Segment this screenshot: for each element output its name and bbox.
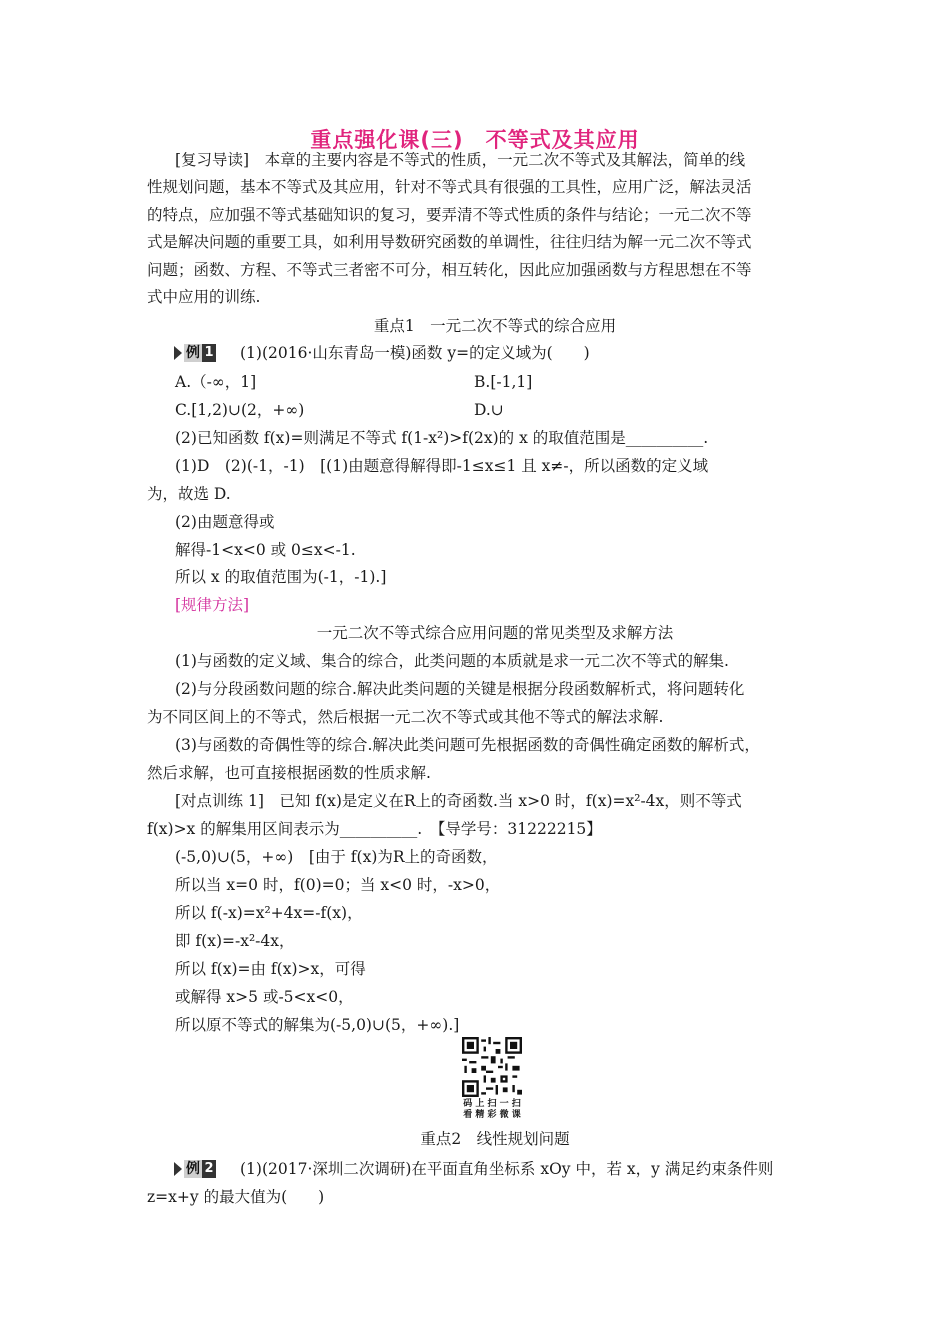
practice-line: 所以 f(-x)=x²+4x=-f(x)，	[175, 904, 363, 922]
example-badge	[174, 343, 216, 363]
page-title: 重点强化课(三) 不等式及其应用	[310, 128, 640, 152]
answer-line: 为，故选 D.	[147, 485, 231, 503]
intro-line: 的特点，应加强不等式基础知识的复习，要弄清不等式性质的条件与结论；一元二次不等	[147, 206, 752, 224]
option-c: C.[1,2)∪(2，+∞)	[175, 401, 305, 419]
method-line: 为不同区间上的不等式，然后根据一元二次不等式或其他不等式的解法求解.	[147, 708, 664, 726]
section-heading: 重点1 一元二次不等式的综合应用	[373, 317, 617, 335]
intro-line: 问题；函数、方程、不等式三者密不可分，相互转化，因此应加强函数与方程思想在不等	[147, 261, 752, 279]
qr-code-icon[interactable]	[462, 1037, 522, 1097]
triangle-pointer-icon	[174, 346, 182, 360]
practice-line: 即 f(x)=-x²-4x，	[175, 932, 295, 950]
answer-line: (2)由题意得或	[175, 513, 275, 531]
method-line: 然后求解，也可直接根据函数的性质求解.	[147, 764, 431, 782]
example-badge-label: 例	[186, 1161, 200, 1177]
method-line: (3)与函数的奇偶性等的综合.解决此类问题可先根据函数的奇偶性确定函数的解析式，	[175, 736, 760, 754]
intro-line: 性规划问题，基本不等式及其应用，针对不等式具有很强的工具性，应用广泛，解法灵活	[147, 178, 752, 196]
section-heading: 重点2 线性规划问题	[420, 1130, 570, 1148]
example-question: (1)(2016·山东青岛一模)函数 y=的定义域为( )	[240, 344, 590, 362]
example-question: z=x+y 的最大值为( )	[147, 1188, 325, 1206]
example-part2: (2)已知函数 f(x)=则满足不等式 f(1-x²)>f(2x)的 x 的取值范围是__________.	[175, 429, 709, 447]
practice-line: 所以 f(x)=由 f(x)>x，可得	[175, 960, 366, 978]
practice-line: 所以当 x=0 时，f(0)=0；当 x<0 时，-x>0，	[175, 876, 501, 894]
option-b: B.[-1,1]	[474, 373, 533, 391]
example-badge-label: 例	[186, 345, 200, 361]
option-d: D.∪	[474, 401, 504, 419]
example-badge	[174, 1159, 216, 1179]
option-a: A.（-∞，1]	[175, 373, 257, 391]
example-badge-number: 1	[202, 344, 216, 362]
practice-line: (-5,0)∪(5，+∞) [由于 f(x)为R上的奇函数，	[175, 848, 498, 866]
practice-line: [对点训练 1] 已知 f(x)是定义在R上的奇函数.当 x>0 时，f(x)=x²-4x，则不等式	[175, 792, 742, 810]
intro-line: [复习导读] 本章的主要内容是不等式的性质，一元二次不等式及其解法，简单的线	[175, 151, 746, 169]
answer-line: (1)D (2)(-1，-1) [(1)由题意得解得即-1≤x≤1 且 x≠-，所以函数的定义域	[175, 457, 709, 475]
practice-line: 或解得 x>5 或-5<x<0，	[175, 988, 354, 1006]
example-question: (1)(2017·深圳二次调研)在平面直角坐标系 xOy 中，若 x，y 满足约束条件则	[240, 1160, 774, 1178]
method-line: (1)与函数的定义域、集合的综合，此类问题的本质就是求一元二次不等式的解集.	[175, 652, 729, 670]
method-line: (2)与分段函数问题的综合.解决此类问题的关键是根据分段函数解析式，将问题转化	[175, 680, 745, 698]
triangle-pointer-icon	[174, 1162, 182, 1176]
answer-line: 所以 x 的取值范围为(-1，-1).]	[175, 568, 387, 586]
qr-caption: 码 上 扫 一 扫	[463, 1099, 521, 1109]
answer-line: 解得-1<x<0 或 0≤x<-1.	[175, 541, 356, 559]
intro-line: 式中应用的训练.	[147, 288, 261, 306]
example-badge-number: 2	[202, 1160, 216, 1178]
qr-caption: 看 精 彩 微 课	[463, 1110, 521, 1120]
intro-line: 式是解决问题的重要工具，如利用导数研究函数的单调性，往往归结为解一元二次不等式	[147, 233, 752, 251]
method-label: [规律方法]	[175, 596, 250, 614]
practice-line: f(x)>x 的解集用区间表示为__________. 【导学号：31222215】	[147, 820, 602, 838]
practice-line: 所以原不等式的解集为(-5,0)∪(5，+∞).]	[175, 1016, 460, 1034]
method-heading: 一元二次不等式综合应用问题的常见类型及求解方法	[316, 624, 674, 642]
